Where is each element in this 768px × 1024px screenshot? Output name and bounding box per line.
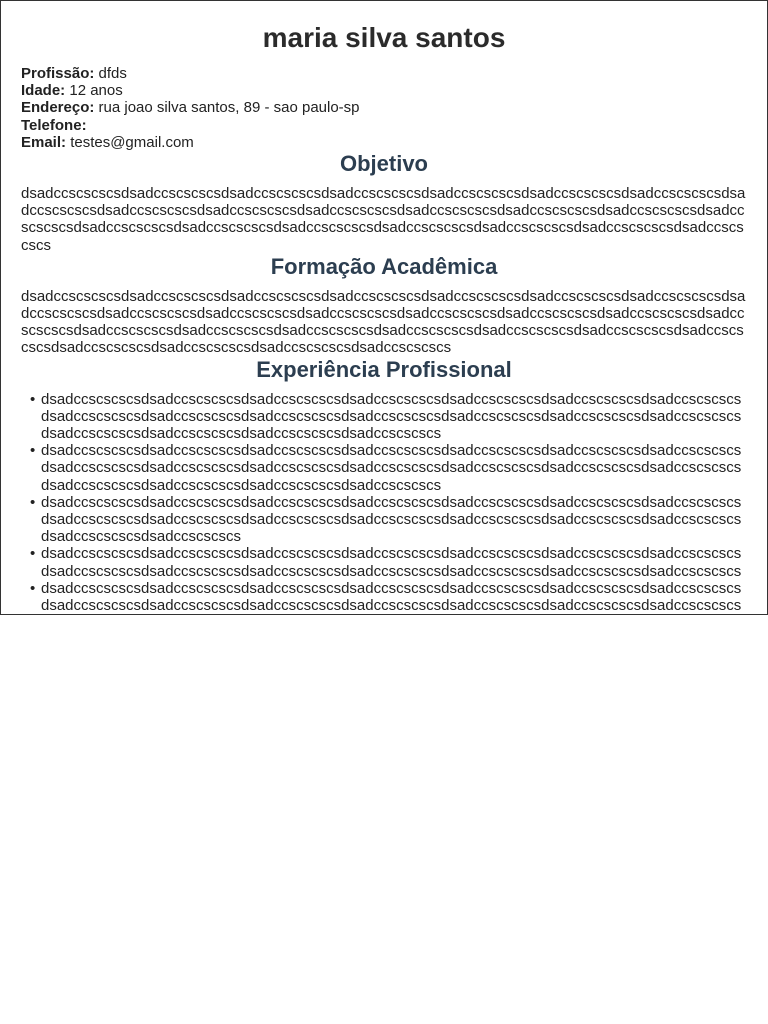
section-title-experiencia: Experiência Profissional [256, 356, 512, 382]
info-value: 12 anos [69, 82, 123, 100]
list-item [21, 545, 747, 579]
experience-text: dsadccscscscsdsadccscscscsdsadccscscscsdsadccscscscsdsadccscscscsdsadccscscscsdsadccscscscsdsadccscscscsdsadccscscscsdsadccscscscsdsadccscscscsdsadccscscscsdsadccscscscsdsadccscscscsdsadccscscscsdsadccscscscsdsadccscscscsdsadccscscscs [41, 442, 742, 494]
info-value: rua joao silva santos, 89 - sao paulo-sp [98, 99, 360, 117]
info-label: Telefone: [21, 116, 87, 134]
experience-text: dsadccscscscsdsadccscscscsdsadccscscscsdsadccscscscsdsadccscscscsdsadccscscscsdsadccscscscsdsadccscscscsdsadccscscscsdsadccscscscsdsadccscscscsdsadccscscscsdsadccscscscsdsadccscscscsdsadccscscscsdsadccscscscsdsadccscscscsdsadccscscscs [41, 390, 742, 443]
experience-list [21, 391, 747, 615]
info-label: Profissão: [21, 65, 95, 82]
info-idade [21, 82, 767, 99]
experience-text: dsadccscscscsdsadccscscscsdsadccscscscsdsadccscscscsdsadccscscscsdsadccscscscsdsadccscscscsdsadccscscscsdsadccscscscsdsadccscscscsdsadccscscscsdsadccscscscsdsadccscscscsdsadccscscscsdsadccscscscsdsadccscscscs [41, 493, 742, 546]
info-profissao [21, 65, 767, 82]
section-title-objetivo: Objetivo [339, 151, 428, 177]
bullet-icon: • [30, 390, 36, 408]
bullet-icon: • [30, 545, 36, 563]
list-item [21, 580, 747, 614]
section-title-formacao: Formação Acadêmica [270, 253, 498, 279]
info-label: Idade: [21, 82, 66, 100]
personal-info [21, 65, 767, 151]
info-label: Email: [21, 133, 67, 151]
list-item [21, 391, 747, 443]
bullet-icon: • [30, 493, 36, 511]
bullet-icon: • [30, 442, 36, 460]
info-value: testes@gmail.com [70, 133, 194, 151]
objetivo-text: dsadccscscscsdsadccscscscsdsadccscscscsdsadccscscscsdsadccscscscsdsadccscscscsdsadccscscscsdsadccscscscsdsadccscscscsdsadccscscscsdsadccscscscsdsadccscscscsdsadccscscscsdsadccscscscsdsadccscscscsdsadccscscscsdsadccscscscsdsadccscscscsdsadccscscscsdsadccscscscsdsadccscscscsdsadccscscscs [21, 185, 746, 254]
info-email [21, 134, 767, 151]
formacao-text: dsadccscscscsdsadccscscscsdsadccscscscsdsadccscscscsdsadccscscscsdsadccscscscsdsadccscscscsdsadccscscscsdsadccscscscsdsadccscscscsdsadccscscscsdsadccscscscsdsadccscscscsdsadccscscscsdsadccscscscsdsadccscscscsdsadccscscscsdsadccscscscsdsadccscscscsdsadccscscscsdsadccscscscsdsadccscscscsdsadccscscscsdsadccscscscsdsadccscscscsdsadccscscscs [21, 287, 746, 357]
bullet-icon: • [30, 579, 36, 597]
info-telefone [21, 117, 767, 134]
experience-text: dsadccscscscsdsadccscscscsdsadccscscscsdsadccscscscsdsadccscscscsdsadccscscscsdsadccscscscsdsadccscscscsdsadccscscscsdsadccscscscsdsadccscscscsdsadccscscscsdsadccscscscsdsadccscscscs [41, 545, 742, 580]
candidate-name: maria silva santos [262, 22, 506, 53]
list-item [21, 494, 747, 546]
info-endereco [21, 99, 767, 116]
experience-text: dsadccscscscsdsadccscscscsdsadccscscscsdsadccscscscsdsadccscscscsdsadccscscscsdsadccscscscsdsadccscscscsdsadccscscscsdsadccscscscsdsadccscscscsdsadccscscscsdsadccscscscsdsadccscscscs [41, 579, 742, 615]
list-item [21, 442, 747, 494]
info-value: dfds [98, 65, 127, 82]
info-label: Endereço: [21, 99, 95, 117]
